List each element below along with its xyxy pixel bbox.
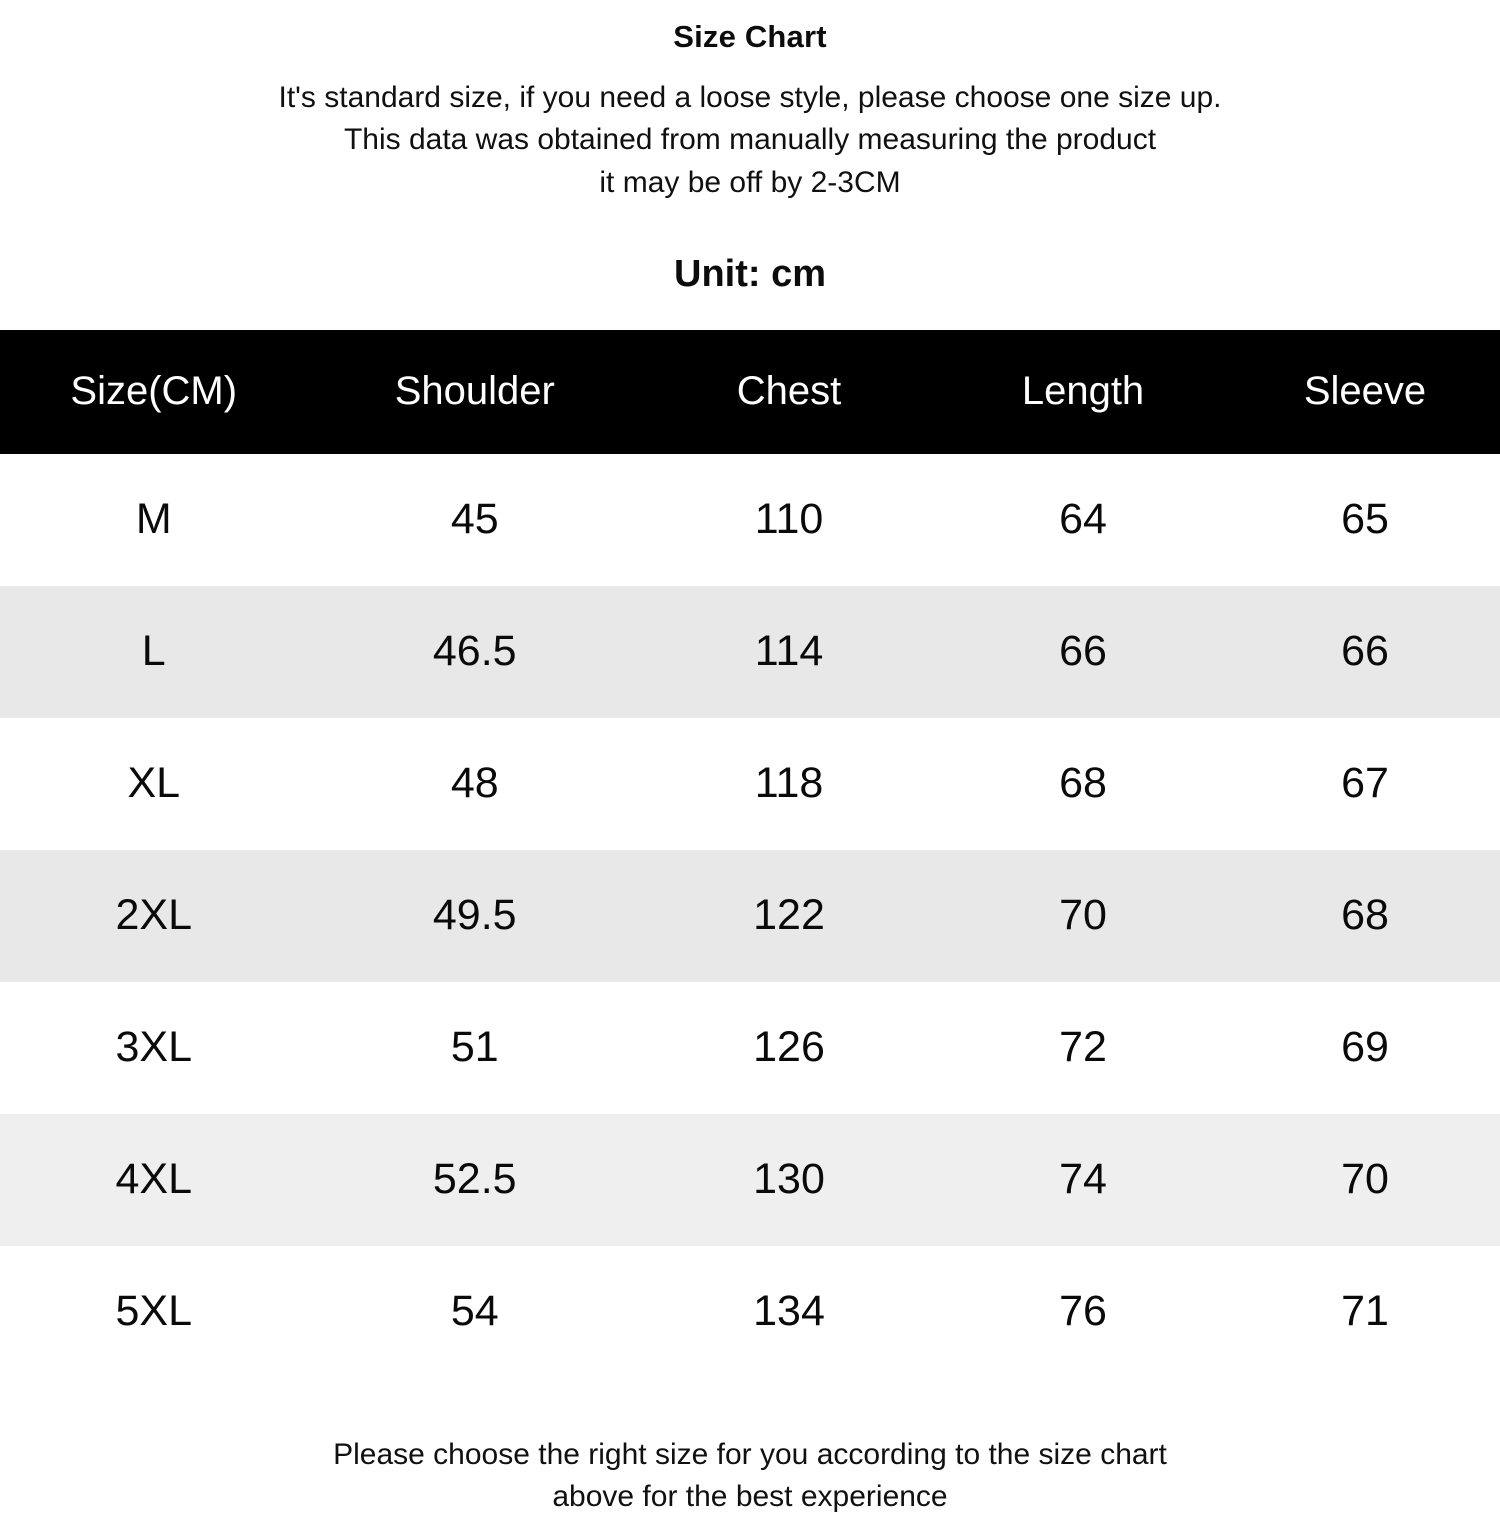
cell-chest: 122: [642, 850, 936, 982]
cell-chest: 114: [642, 586, 936, 718]
column-header-size: Size(CM): [0, 330, 308, 454]
cell-chest: 130: [642, 1114, 936, 1246]
cell-sleeve: 69: [1230, 982, 1500, 1114]
cell-size: 2XL: [0, 850, 308, 982]
table-row: [0, 586, 1500, 718]
intro-line-3: it may be off by 2-3CM: [599, 165, 901, 199]
page-title: Size Chart: [673, 19, 827, 54]
table-row: [0, 982, 1500, 1114]
cell-size: 3XL: [0, 982, 308, 1114]
column-header-chest: Chest: [642, 330, 936, 454]
cell-size: M: [0, 454, 308, 586]
cell-sleeve: 68: [1230, 850, 1500, 982]
cell-size: L: [0, 586, 308, 718]
intro-line-2: This data was obtained from manually measuring the product: [343, 123, 1157, 157]
table-row: [0, 1246, 1500, 1378]
cell-length: 70: [936, 850, 1230, 982]
cell-sleeve: 66: [1230, 586, 1500, 718]
cell-length: 68: [936, 718, 1230, 850]
cell-chest: 118: [642, 718, 936, 850]
cell-shoulder: 54: [308, 1246, 643, 1378]
footer-note: [0, 1434, 1500, 1518]
cell-shoulder: 52.5: [308, 1114, 643, 1246]
footer-line-2: above for the best experience: [552, 1479, 948, 1513]
cell-length: 72: [936, 982, 1230, 1114]
cell-shoulder: 46.5: [308, 586, 643, 718]
footer-line-1: Please choose the right size for you according to the size chart: [333, 1437, 1167, 1471]
cell-chest: 134: [642, 1246, 936, 1378]
cell-chest: 126: [642, 982, 936, 1114]
column-header-sleeve: Sleeve: [1230, 330, 1500, 454]
table-row: [0, 850, 1500, 982]
cell-chest: 110: [642, 454, 936, 586]
cell-size: 4XL: [0, 1114, 308, 1246]
cell-size: 5XL: [0, 1246, 308, 1378]
table-row: [0, 1114, 1500, 1246]
cell-sleeve: 70: [1230, 1114, 1500, 1246]
column-header-length: Length: [936, 330, 1230, 454]
cell-length: 74: [936, 1114, 1230, 1246]
size-table: [0, 330, 1500, 1378]
intro-text: [0, 77, 1500, 205]
header-block: [0, 0, 1500, 205]
table-header: [0, 330, 1500, 454]
cell-length: 66: [936, 586, 1230, 718]
cell-length: 64: [936, 454, 1230, 586]
column-header-shoulder: Shoulder: [308, 330, 643, 454]
cell-sleeve: 71: [1230, 1246, 1500, 1378]
cell-size: XL: [0, 718, 308, 850]
table-row: [0, 718, 1500, 850]
cell-length: 76: [936, 1246, 1230, 1378]
cell-sleeve: 67: [1230, 718, 1500, 850]
intro-line-1: It's standard size, if you need a loose style, please choose one size up.: [278, 80, 1222, 114]
table-row: [0, 454, 1500, 586]
cell-sleeve: 65: [1230, 454, 1500, 586]
cell-shoulder: 49.5: [308, 850, 643, 982]
cell-shoulder: 51: [308, 982, 643, 1114]
cell-shoulder: 45: [308, 454, 643, 586]
cell-shoulder: 48: [308, 718, 643, 850]
unit-label: Unit: cm: [674, 252, 826, 295]
table-header-row: [0, 330, 1500, 454]
table-body: [0, 454, 1500, 1378]
